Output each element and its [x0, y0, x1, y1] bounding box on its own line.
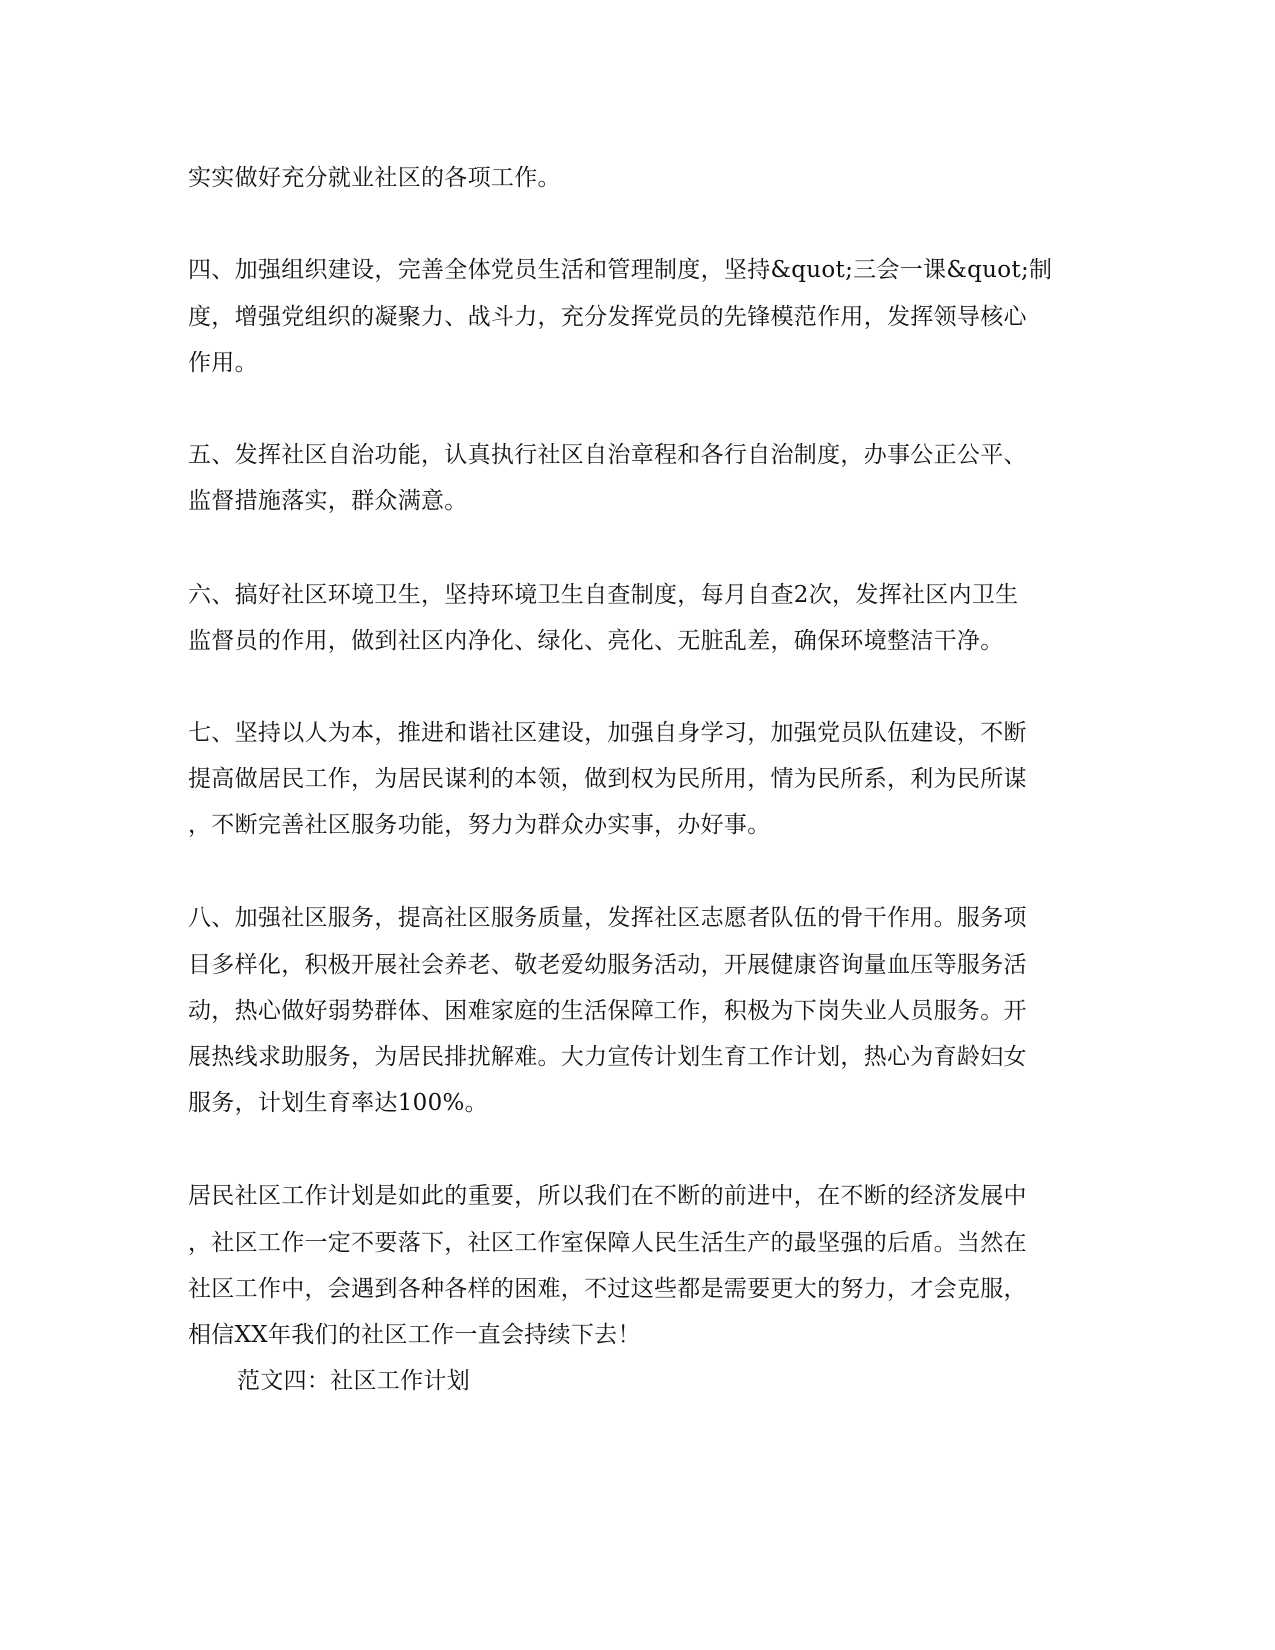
text-line: 四、加强组织建设，完善全体党员生活和管理制度，坚持&quot;三会一课&quot;制	[188, 257, 1053, 283]
section-heading: 范文四：社区工作计划	[237, 1368, 470, 1394]
text-line: 八、加强社区服务，提高社区服务质量，发挥社区志愿者队伍的骨干作用。服务项	[188, 905, 1027, 931]
text-line: 度，增强党组织的凝聚力、战斗力，充分发挥党员的先锋模范作用，发挥领导核心	[188, 304, 1027, 330]
text-line: 七、坚持以人为本，推进和谐社区建设，加强自身学习，加强党员队伍建设，不断	[188, 720, 1027, 746]
text-line: 提高做居民工作，为居民谋利的本领，做到权为民所用，情为民所系，利为民所谋	[188, 766, 1027, 792]
text-line: 展热线求助服务，为居民排扰解难。大力宣传计划生育工作计划，热心为育龄妇女	[188, 1044, 1027, 1070]
text-line: ，不断完善社区服务功能，努力为群众办实事，办好事。	[188, 812, 771, 838]
text-line: ，社区工作一定不要落下，社区工作室保障人民生活生产的最坚强的后盾。当然在	[188, 1230, 1027, 1256]
text-line: 居民社区工作计划是如此的重要，所以我们在不断的前进中，在不断的经济发展中	[188, 1183, 1027, 1209]
text-line: 服务，计划生育率达100%。	[188, 1090, 488, 1116]
text-line: 实实做好充分就业社区的各项工作。	[188, 165, 561, 191]
text-line: 动，热心做好弱势群体、困难家庭的生活保障工作，积极为下岗失业人员服务。开	[188, 998, 1027, 1024]
text-line: 监督措施落实，群众满意。	[188, 488, 468, 514]
text-line: 六、搞好社区环境卫生，坚持环境卫生自查制度，每月自查2次，发挥社区内卫生	[188, 582, 1019, 608]
text-line: 相信XX年我们的社区工作一直会持续下去！	[188, 1322, 641, 1348]
text-line: 社区工作中，会遇到各种各样的困难，不过这些都是需要更大的努力，才会克服，	[188, 1276, 1027, 1302]
text-line: 作用。	[188, 350, 258, 376]
text-line: 监督员的作用，做到社区内净化、绿化、亮化、无脏乱差，确保环境整洁干净。	[188, 628, 1004, 654]
text-line: 五、发挥社区自治功能，认真执行社区自治章程和各行自治制度，办事公正公平、	[188, 442, 1027, 468]
text-line: 目多样化，积极开展社会养老、敬老爱幼服务活动，开展健康咨询量血压等服务活	[188, 952, 1027, 978]
